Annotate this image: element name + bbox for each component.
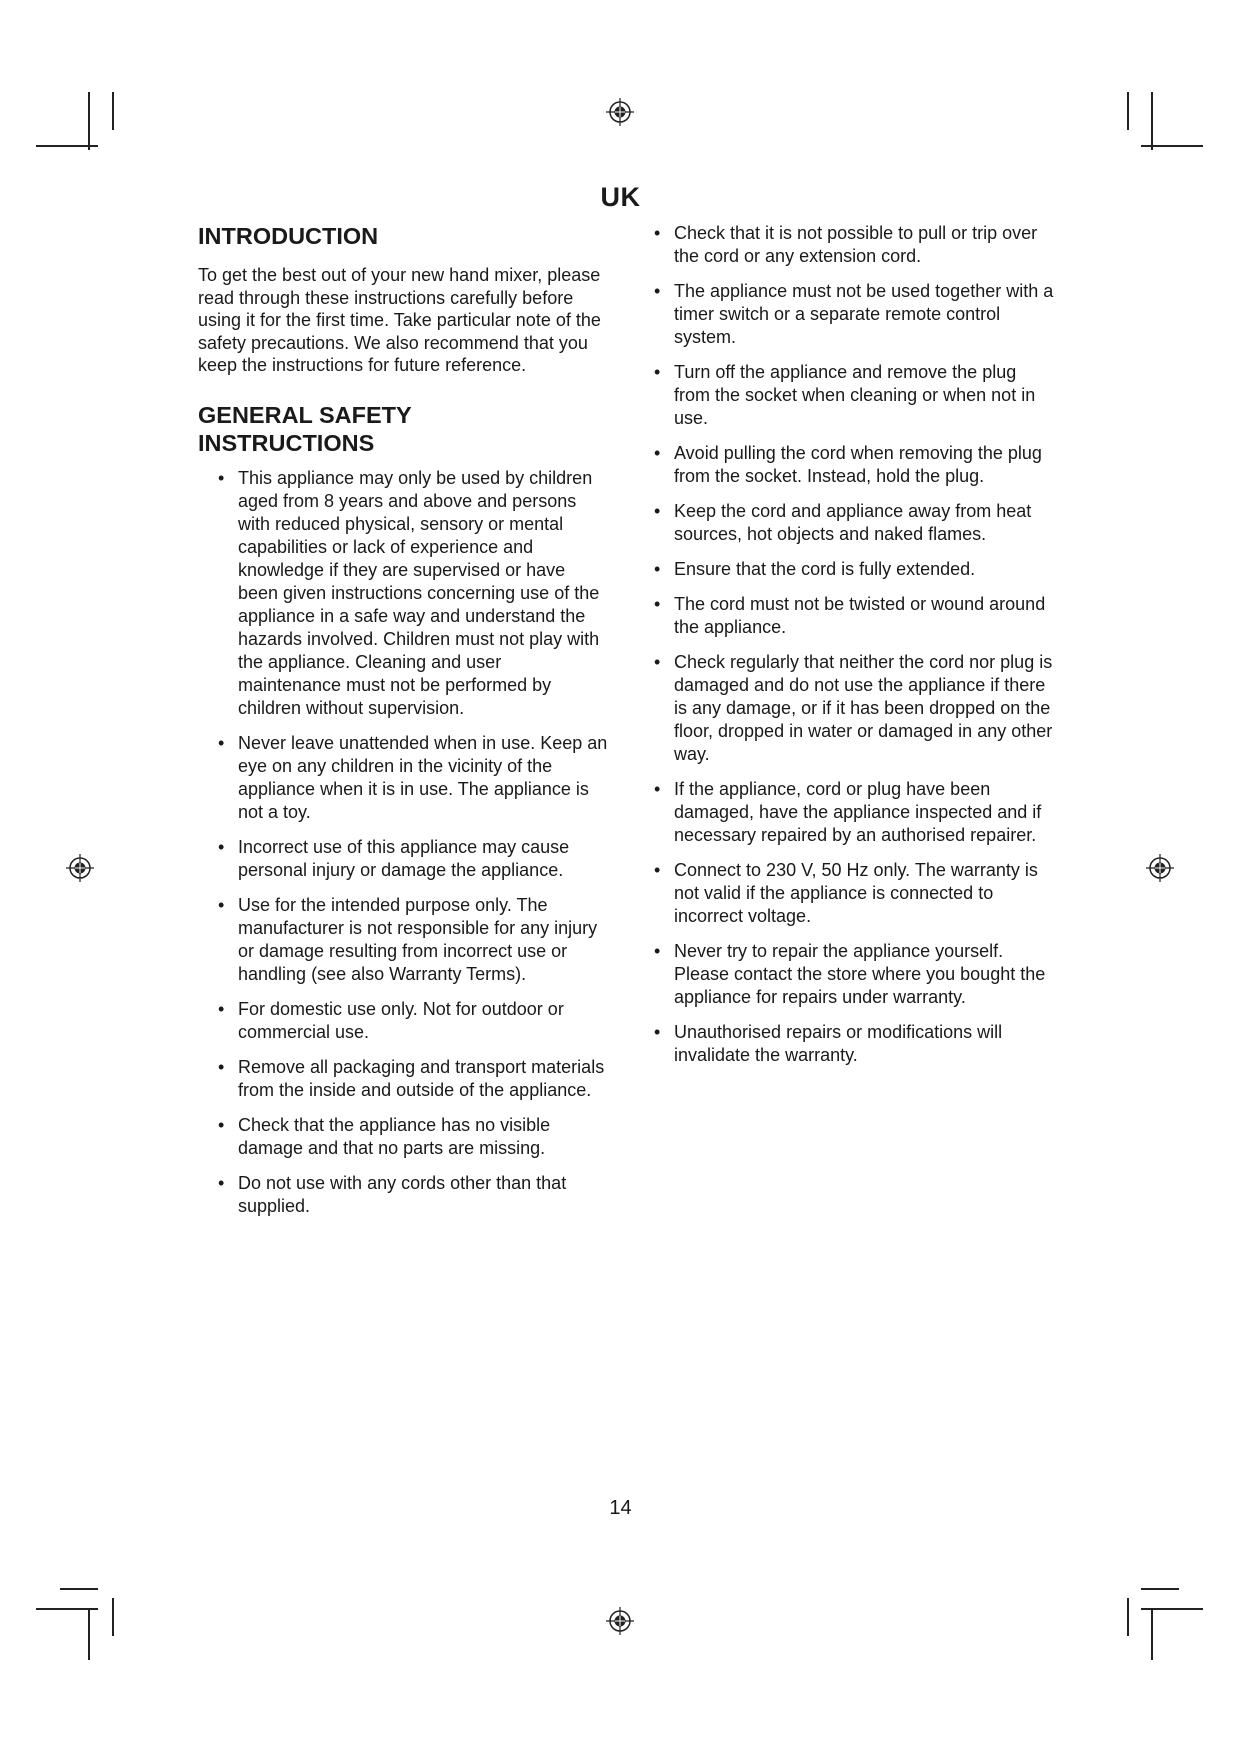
list-item [634,651,1054,766]
list-item-text: If the appliance, cord or plug have been damaged, have the appliance inspected and if necessary repaired by an authorised repairer. [674,779,1042,845]
list-item-text: Incorrect use of this appliance may cause personal injury or damage the appliance. [238,836,570,880]
introduction-heading: INTRODUCTION [198,223,379,249]
bullet-icon: • [218,467,225,488]
list-item [198,732,608,824]
list-item-text: This appliance may only be used by children aged from 8 years and above and persons with reduced physical, sensory or mental capabilities or lack of experience and knowledge if they are supervised or have been given instructions concerning use of the appliance in a safe way and understand the hazards involved. Children must not play with the appliance. Cleaning and user maintenance must not be performed by children without supervision. [238,467,600,718]
list-item [634,558,1054,581]
crop-mark [88,92,90,150]
list-item-text: Use for the intended purpose only. The manufacturer is not responsible for any injury or damage resulting from incorrect use or handling (see also Warranty Terms). [238,894,598,984]
crop-mark [112,1598,114,1636]
list-item-text: Remove all packaging and transport materials from the inside and outside of the appliance. [238,1056,605,1100]
list-item [634,1021,1054,1067]
list-item [634,593,1054,639]
list-item-text: Turn off the appliance and remove the plug from the socket when cleaning or when not in use. [674,362,1036,428]
list-item [634,940,1054,1009]
list-item [634,222,1054,268]
bullet-icon: • [218,1172,225,1193]
list-item [198,1172,608,1218]
crop-mark [1127,1598,1129,1636]
list-item-text: Avoid pulling the cord when removing the plug from the socket. Instead, hold the plug. [674,443,1042,486]
crop-mark [1151,1608,1153,1660]
list-item [634,361,1054,430]
list-item [634,859,1054,928]
list-item-text: Never leave unattended when in use. Keep an eye on any children in the vicinity of the appliance when it is in use. The appliance is not a toy. [238,732,608,822]
list-item [198,1114,608,1160]
list-item [634,442,1054,488]
list-item-text: The cord must not be twisted or wound around the appliance. [674,594,1046,637]
bullet-icon: • [654,860,661,880]
crop-mark [88,1608,90,1660]
list-item-text: Connect to 230 V, 50 Hz only. The warranty is not valid if the appliance is connected to incorrect voltage. [674,860,1038,926]
introduction-text: To get the best out of your new hand mixer, please read through these instructions carefully before using it for the first time. Take particular note of the safety precautions. We also recommend that you keep the instructions for future reference. [198,265,601,375]
bullet-icon: • [654,362,661,382]
bullet-icon: • [654,941,661,961]
bullet-icon: • [654,559,661,579]
list-item [198,894,608,986]
crop-mark [1127,92,1129,130]
bullet-icon: • [654,779,661,799]
list-item [198,836,608,882]
safety-list-right [634,222,1054,1067]
bullet-icon: • [654,281,661,301]
list-item [198,467,608,720]
registration-mark-icon [605,97,635,127]
list-item [634,778,1054,847]
list-item-text: Do not use with any cords other than that supplied. [238,1172,567,1216]
list-item-text: The appliance must not be used together with a timer switch or a separate remote control system. [674,281,1054,347]
registration-mark-icon [1145,853,1175,883]
registration-mark-icon [65,853,95,883]
crop-mark [1141,1588,1179,1590]
safety-list-left [198,467,608,1218]
bullet-icon: • [654,443,661,463]
list-item-text: Check that the appliance has no visible damage and that no parts are missing. [238,1114,551,1158]
bullet-icon: • [654,223,661,243]
page-number: 14 [609,1497,632,1519]
list-item-text: Check regularly that neither the cord nor plug is damaged and do not use the appliance if there is any damage, or if it has been dropped on the floor, dropped in water or damaged in any other way. [674,652,1053,764]
list-item [198,998,608,1044]
list-item [198,1056,608,1102]
crop-mark [60,1588,98,1590]
list-item-text: For domestic use only. Not for outdoor or commercial use. [238,998,564,1042]
bullet-icon: • [218,998,225,1019]
list-item [634,280,1054,349]
bullet-icon: • [654,594,661,614]
list-item-text: Ensure that the cord is fully extended. [674,559,976,579]
bullet-icon: • [218,894,225,915]
general-safety-heading: GENERAL SAFETY INSTRUCTIONS [198,401,412,456]
bullet-icon: • [654,501,661,521]
bullet-icon: • [218,1056,225,1077]
crop-mark [112,92,114,130]
list-item-text: Check that it is not possible to pull or trip over the cord or any extension cord. [674,223,1038,266]
list-item-text: Keep the cord and appliance away from heat sources, hot objects and naked flames. [674,501,1032,544]
list-item-text: Never try to repair the appliance yourself. Please contact the store where you bought the appliance for repairs under warranty. [674,941,1046,1007]
list-item-text: Unauthorised repairs or modifications will invalidate the warranty. [674,1022,1003,1065]
crop-mark [1151,92,1153,150]
bullet-icon: • [218,836,225,857]
bullet-icon: • [218,732,225,753]
right-column [634,222,1054,1079]
left-column [198,222,608,1230]
bullet-icon: • [218,1114,225,1135]
bullet-icon: • [654,652,661,672]
bullet-icon: • [654,1022,661,1042]
registration-mark-icon [605,1606,635,1636]
list-item [634,500,1054,546]
language-code: UK [600,182,641,212]
